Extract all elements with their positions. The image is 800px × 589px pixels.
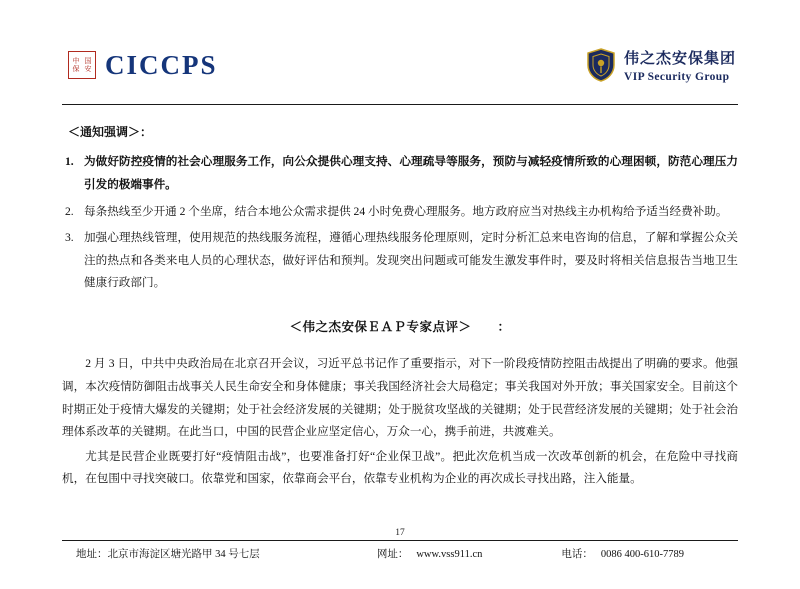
- paragraph: 2 月 3 日，中共中央政治局在北京召开会议，习近平总书记作了重要指示，对下一阶段疫情防控阻击战提出了明确的要求。他强调，本次疫情防御阻击战事关人民生命安全和身体健康；事关我国经济社会大局稳定；事关我国对外开放；事关国家安全。目前这个时期正处于疫情大爆发的关键期；处于社会经济发展的关键期；处于脱贫攻坚战的关键期；处于民营经济发展的关键期；处于社会治理体系改革的关键期。在此当口，中国的民营企业应坚定信心，万众一心，携手前进，共渡难关。: [62, 357, 738, 439]
- list-item-number: 1.: [65, 155, 74, 169]
- seal-char-4: 安: [84, 65, 92, 73]
- group-name-cn: 伟之杰安保集团: [623, 51, 736, 67]
- brand-right: [586, 47, 738, 83]
- group-name-en: VIP Security Group: [623, 71, 730, 83]
- document-body: [62, 121, 738, 491]
- china-security-seal-icon: [68, 51, 96, 79]
- shield-crest-icon: [586, 48, 616, 82]
- footer-address: 地址：北京市海淀区塘光路甲 34 号七层: [76, 549, 260, 560]
- footer-contact-row: [62, 546, 738, 561]
- brand-left: [62, 50, 218, 81]
- list-item: [62, 151, 738, 196]
- seal-char-3: 保: [72, 65, 80, 73]
- document-footer: [62, 528, 738, 561]
- list-item: [62, 227, 738, 295]
- list-item-text: 为做好防控疫情的社会心理服务工作，向公众提供心理支持、心理疏导等服务，预防与减轻疫情所致的心理困顿，防范心理压力引发的极端事件。: [84, 155, 738, 191]
- expert-comment-title-text: ＜伟之杰安保ＥＡＰ专家点评＞: [289, 319, 472, 334]
- expert-comment-title: [62, 315, 738, 339]
- list-item: [62, 201, 738, 224]
- list-item-number: 2.: [65, 204, 74, 218]
- list-item-number: 3.: [65, 231, 74, 245]
- document-page: [0, 26, 800, 589]
- footer-website-label: 网址：: [376, 549, 409, 560]
- seal-char-2: 国: [84, 57, 92, 65]
- footer-telephone-value: 0086 400-610-7789: [600, 549, 685, 560]
- notice-heading: ＜通知强调＞：: [68, 125, 153, 139]
- footer-divider: [62, 540, 738, 541]
- list-item-text: 加强心理热线管理，使用规范的热线服务流程，遵循心理热线服务伦理原则，定时分析汇总来电咨询的信息，了解和掌握公众关注的热点和各类来电人员的心理状态，做好评估和预判。发现突出问题或可能发生激发事件时，要及时将相关信息报告当地卫生健康行政部门。: [84, 231, 738, 290]
- paragraph: 尤其是民营企业既要打好“疫情阻击战”，也要准备打好“企业保卫战”。把此次危机当成一次改革创新的机会，在危险中寻找商机，在包围中寻找突破口。依靠党和国家，依靠商会平台，依靠专业机构为企业的再次成长寻找出路，注入能量。: [62, 449, 738, 486]
- list-item-text: 每条热线至少开通 2 个坐席，结合本地公众需求提供 24 小时免费心理服务。地方政府应当对热线主办机构给予适当经费补助。: [84, 204, 728, 218]
- group-name-block: [624, 47, 736, 83]
- footer-website: [377, 546, 554, 561]
- expert-comment-title-colon: ：: [497, 319, 511, 334]
- page-number: 17: [395, 528, 405, 538]
- footer-website-value[interactable]: www.vss911.cn: [416, 549, 483, 560]
- seal-char-1: 中: [72, 57, 80, 65]
- notice-list: [62, 151, 738, 295]
- logo-wordmark: CICCPS: [105, 49, 218, 80]
- document-header: [62, 26, 738, 105]
- footer-telephone: [553, 546, 738, 561]
- footer-telephone-label: 电话：: [561, 549, 593, 560]
